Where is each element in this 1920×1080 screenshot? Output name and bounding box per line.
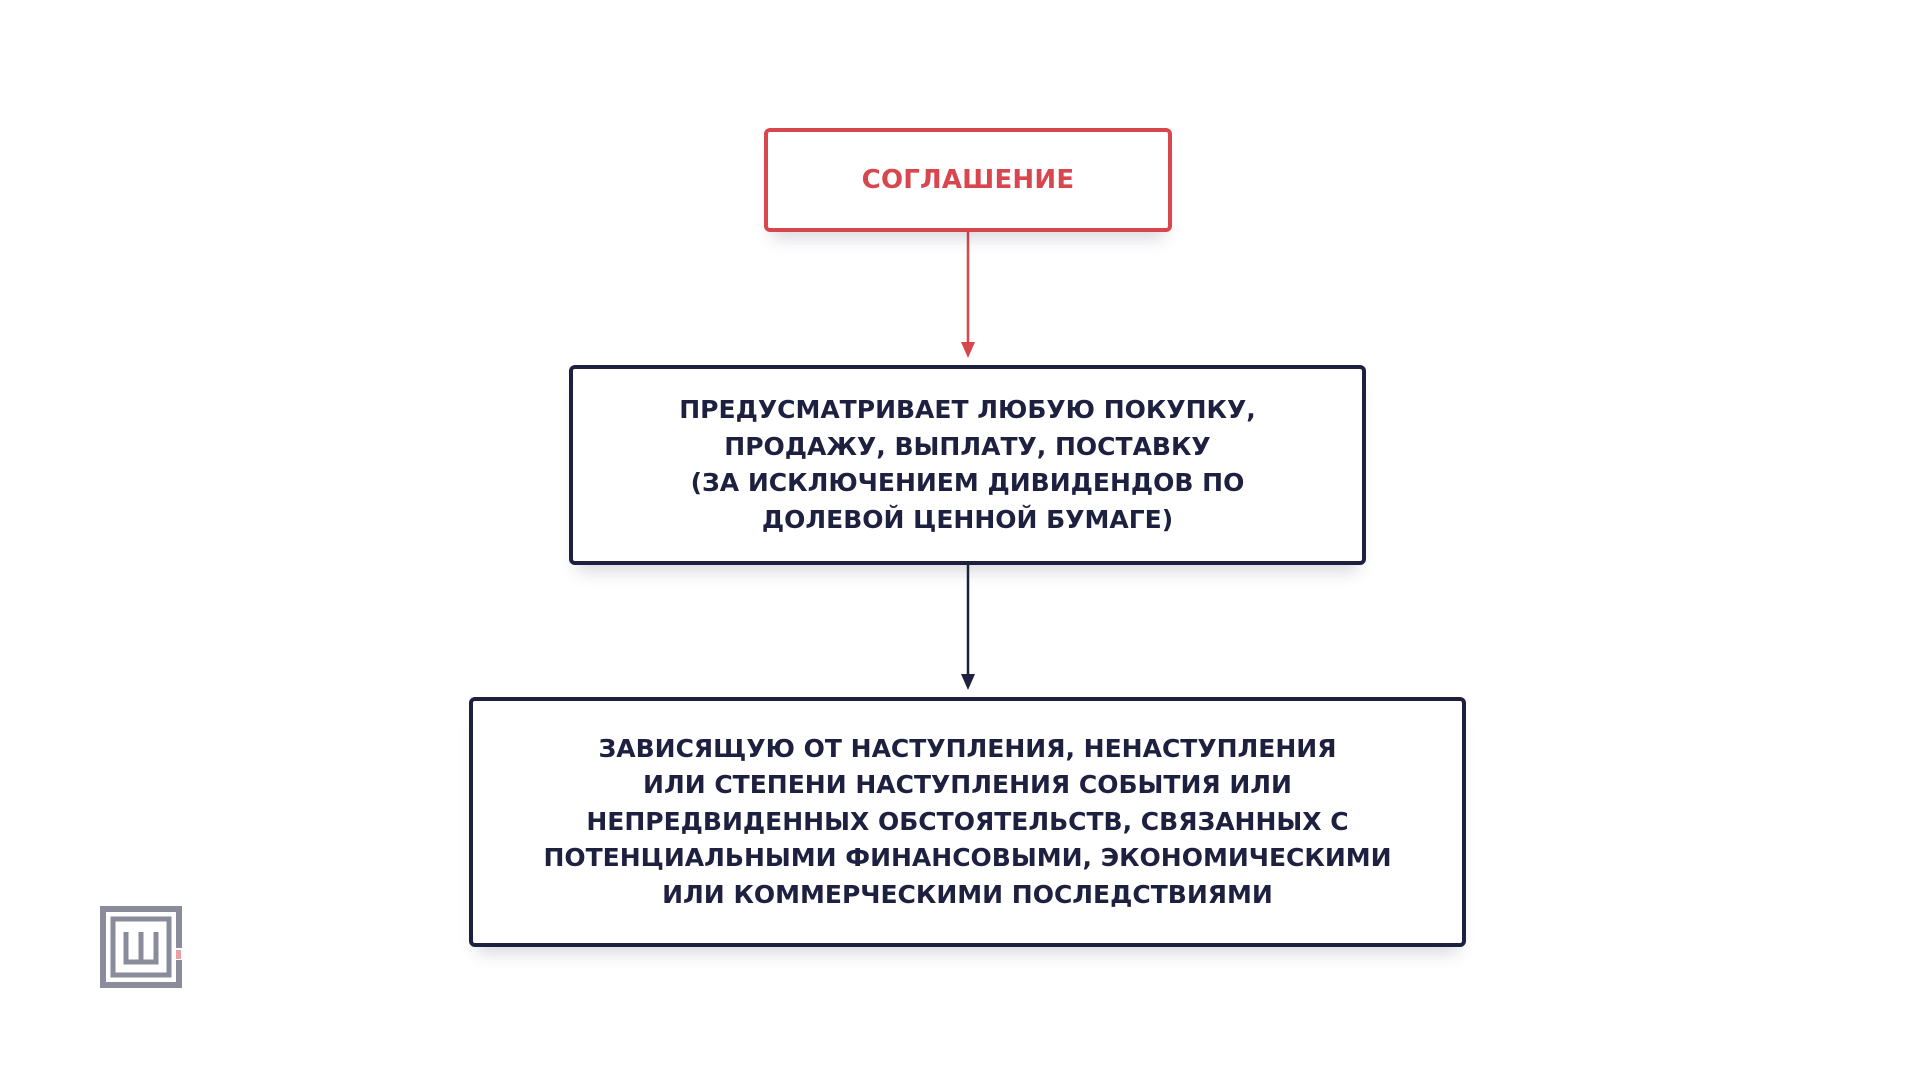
node-text-line: ИЛИ СТЕПЕНИ НАСТУПЛЕНИЯ СОБЫТИЯ ИЛИ	[643, 770, 1292, 800]
arrow-head	[961, 342, 975, 358]
arrow-provides-to-depending	[961, 565, 975, 690]
brand-logo-icon	[100, 906, 182, 988]
node-text-line: ИЛИ КОММЕРЧЕСКИМИ ПОСЛЕДСТВИЯМИ	[662, 879, 1273, 909]
node-agreement-text	[862, 165, 1075, 195]
node-depending-text	[543, 731, 1391, 914]
node-text-line: ПОТЕНЦИАЛЬНЫМИ ФИНАНСОВЫМИ, ЭКОНОМИЧЕСКИМИ	[543, 843, 1392, 873]
node-text-line: (ЗА ИСКЛЮЧЕНИЕМ ДИВИДЕНДОВ ПО	[690, 468, 1245, 497]
node-agreement	[764, 128, 1172, 232]
node-text-line: НЕПРЕДВИДЕННЫХ ОБСТОЯТЕЛЬСТВ, СВЯЗАННЫХ С	[586, 806, 1349, 836]
node-text-line: ПРЕДУСМАТРИВАЕТ ЛЮБУЮ ПОКУПКУ,	[679, 395, 1256, 424]
node-provides	[569, 365, 1366, 565]
node-depending	[469, 697, 1466, 947]
node-text-line: ПРОДАЖУ, ВЫПЛАТУ, ПОСТАВКУ	[724, 431, 1211, 461]
node-text-line: ЗАВИСЯЩУЮ ОТ НАСТУПЛЕНИЯ, НЕНАСТУПЛЕНИЯ	[598, 733, 1337, 763]
arrow-agreement-to-provides	[961, 232, 975, 358]
node-provides-text	[679, 392, 1255, 538]
node-text-line: ДОЛЕВОЙ ЦЕННОЙ БУМАГЕ)	[761, 504, 1174, 534]
arrow-head	[961, 674, 975, 690]
node-text-line: СОГЛАШЕНИЕ	[861, 165, 1075, 195]
